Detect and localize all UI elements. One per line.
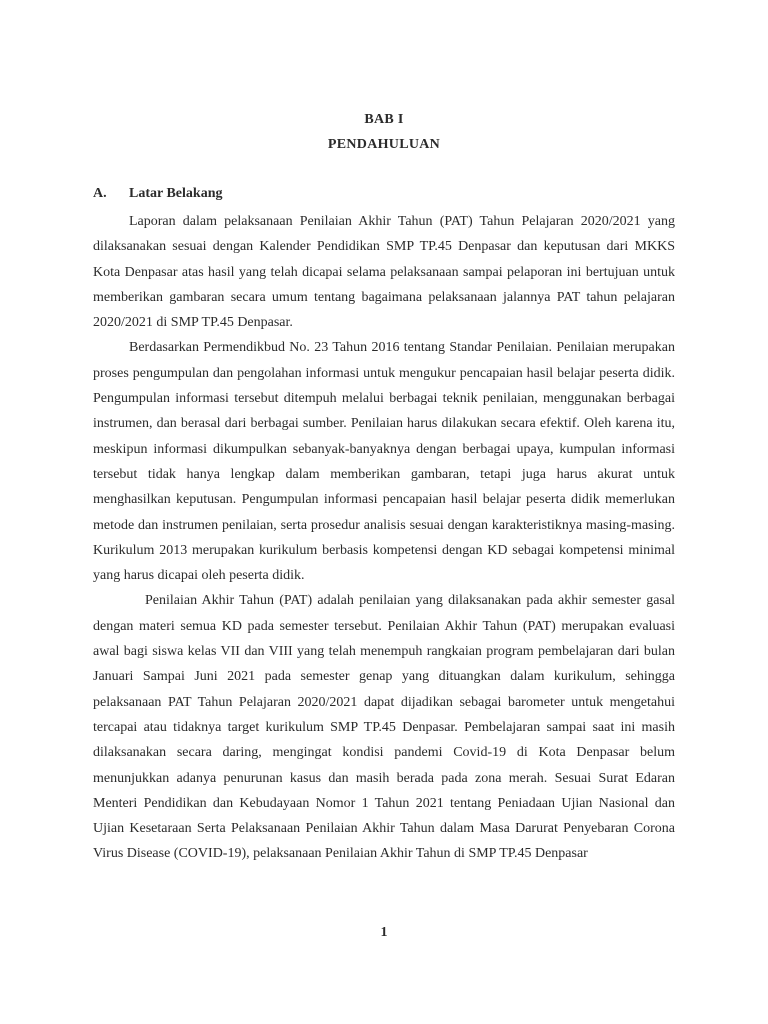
section-title: Latar Belakang [129, 186, 223, 201]
section-number: A. [93, 186, 107, 201]
chapter-heading: BAB I [364, 112, 404, 127]
paragraph: Laporan dalam pelaksanaan Penilaian Akhir Tahun (PAT) Tahun Pelajaran 2020/2021 yang dilaksanakan sesuai dengan Kalender Pendidikan SMP TP.45 Denpasar dan keputusan dari MKKS Kota Denpasar atas hasil yang telah dicapai selama pelaksanaan sampai pelaporan ini bertujuan untuk memberikan gambaran secara umum tentang bagaimana pelaksanaan jalannya PAT tahun pelajaran 2020/2021 di SMP TP.45 Denpasar. [93, 214, 675, 331]
chapter-title: PENDAHULUAN [327, 137, 441, 152]
paragraph: Berdasarkan Permendikbud No. 23 Tahun 2016 tentang Standar Penilaian. Penilaian merupakan proses pengumpulan dan pengolahan informasi untuk mengukur pencapaian hasil belajar peserta didik. Pengumpulan informasi tersebut ditempuh melalui berbagai teknik penilaian, menggunakan berbagai instrumen, dan berasal dari berbagai sumber. Penilaian harus dilakukan secara efektif. Oleh karena itu, meskipun informasi dikumpulkan sebanyak-banyaknya dengan berbagai upaya, kumpulan informasi tersebut tidak hanya lengkap dalam memberikan gambaran, tetapi juga harus akurat untuk menghasilkan keputusan. Pengumpulan informasi pencapaian hasil belajar peserta didik memerlukan metode dan instrumen penilaian, serta prosedur analisis sesuai dengan karakteristiknya masing-masing. Kurikulum 2013 merupakan kurikulum berbasis kompetensi dengan KD sebagai kompetensi minimal yang harus dicapai oleh peserta didik. [93, 340, 675, 584]
section-heading [93, 186, 222, 202]
page-number: 1 [380, 925, 388, 940]
paragraph: Penilaian Akhir Tahun (PAT) adalah penilaian yang dilaksanakan pada akhir semester gasal dengan materi semua KD pada semester tersebut. Penilaian Akhir Tahun (PAT) merupakan evaluasi awal bagi siswa kelas VII dan VIII yang telah menempuh rangkaian program pembelajaran dari bulan Januari Sampai Juni 2021 pada semester genap yang dituangkan dalam kurikulum, sehingga pelaksanaan PAT Tahun Pelajaran 2020/2021 dapat dijadikan sebagai barometer untuk mengetahui tercapai atau tidaknya target kurikulum SMP TP.45 Denpasar. Pembelajaran sampai saat ini masih dilaksanakan secara daring, mengingat kondisi pandemi Covid-19 di Kota Denpasar belum menunjukkan adanya penurunan kasus dan masih berada pada zona merah. Sesuai Surat Edaran Menteri Pendidikan dan Kebudayaan Nomor 1 Tahun 2021 tentang Peniadaan Ujian Nasional dan Ujian Kesetaraan Serta Pelaksanaan Penilaian Akhir Tahun dalam Masa Darurat Penyebaran Corona Virus Disease (COVID-19), pelaksanaan Penilaian Akhir Tahun di SMP TP.45 Denpasar [93, 593, 675, 862]
body-text [93, 209, 675, 867]
